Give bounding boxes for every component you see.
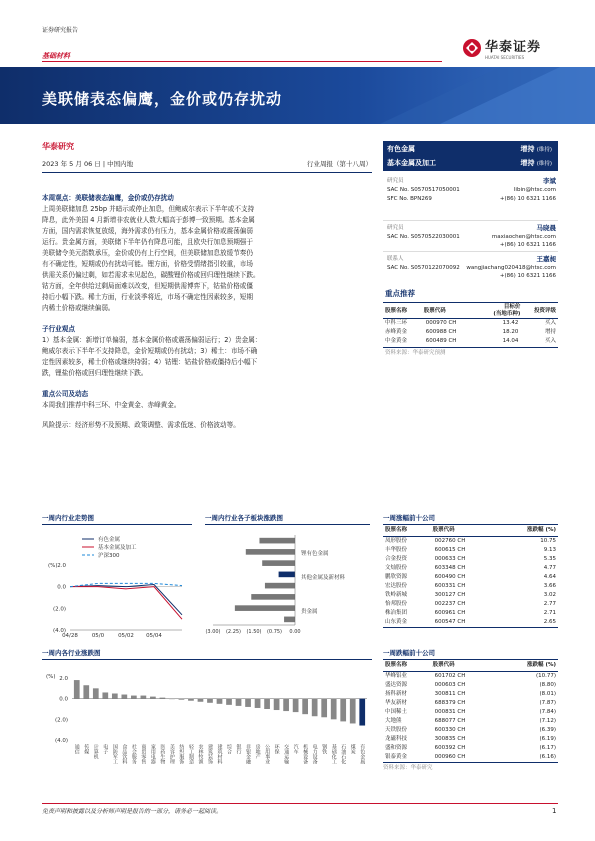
rating-note: (维持) [536,161,552,167]
table-cell: 600331 CH [434,583,466,589]
chart1-ytick: 0.0 [57,584,66,591]
page-number: 1 [552,807,557,815]
body-text [42,193,372,431]
chart1-unit: (%) [48,563,58,569]
losers-source: 资料来源：华泰研究 [383,765,433,771]
chart3-bar [93,688,99,698]
chart3-bar [302,699,308,715]
table-cell: 600330 CH [434,727,466,733]
losers-title: 一周跌幅前十公司 [383,649,435,657]
chart3-bar [121,695,127,699]
analyst-sac: SAC No. S0570522030001 [387,234,460,240]
chart3-bar [160,698,166,699]
chart3-ytick: 0.0 [59,696,68,703]
table-cell: 宏达股份 [385,583,408,589]
table-cell: 600547 CH [434,619,466,625]
chart3-category-label: 有色金属 [359,744,366,764]
analyst-sac: SAC No. S0570517050001 [387,187,460,193]
losers-header-cell: 涨跌幅 (%) [527,662,556,668]
text-line: 美联储令美元指数承压，金价或仍有上行空间，但美联储加息放缓节奏仍 [42,249,253,257]
risk-line: 风险提示：经济形势不及预期、政策调整、需求低迷、价格波动等。 [42,421,240,429]
chart1-ytick: (4.0) [52,628,66,634]
analyst-phone: +(86) 10 6321 1166 [499,196,556,202]
chart3-bar [312,699,318,717]
sub-heading: 子行业观点 [42,325,75,333]
table-cell: 买入 [544,320,556,326]
table-cell: (6.19) [539,736,556,742]
chart3-category-label: 食品饮料 [121,744,128,764]
gainers-section [383,513,558,628]
table-cell: (7.87) [539,700,556,706]
table-cell: 9.13 [543,547,556,553]
text-line: 运行。贵金属方面，美联储下半年仍有降息可能，且欧央行加息预期强于 [42,238,253,246]
table-cell: 688077 CH [434,718,466,724]
chart3-category-label: 医药生物 [159,744,166,764]
chart3-bar [340,699,346,722]
table-cell: 300127 CH [434,592,466,598]
table-cell: 2.65 [543,619,556,625]
chart1-legend-label: 基本金属及加工 [98,545,137,551]
chart2-title: 一周内行业各子板块涨跌图 [205,514,283,522]
chart2-bar [265,583,295,589]
gainers-header-row [383,525,558,537]
chart2-bar [284,617,295,623]
chart3-bar [102,692,108,698]
text-line: 方面，国内需求恢复放缓，海外需求仍有压力，基本金属价格或震荡偏弱 [42,227,253,235]
view-paragraph [42,204,372,314]
text-line: 1）基本金属：新增订单偏弱，基本金属价格或震荡偏弱运行；2）贵金属： [42,336,262,344]
chart3-bar [245,699,251,707]
gainers-row [383,555,558,564]
chart3-category-label: 银行 [235,744,242,754]
table-cell: 赤峰黄金 [385,329,408,335]
analyst-sac: SAC No. S0570122070092 [387,265,460,271]
chart2-annotation: 贵金属 [301,609,318,615]
text-line: 钴方面，全年供给过剩局面难以改变，但短期供需博弈下，钴盐价格或僵 [42,282,253,290]
table-cell: 600392 CH [434,745,466,751]
analyst-card [383,252,558,284]
chart1-ytick: 2.0 [57,563,66,569]
table-cell: 14.04 [502,338,519,344]
chart3-bar [274,699,280,710]
table-cell: 2.77 [543,601,556,607]
losers-row [383,735,558,744]
losers-header-row [383,660,558,672]
chart2-bar [246,549,295,555]
meta-line: 2023 年 5 月 06 日 | 中国内地 行业周报（第十八周） [42,160,372,168]
chart3-bar [198,699,204,702]
rating-sector: 有色金属 [387,145,415,153]
chart1-svg [42,525,192,640]
losers-row [383,726,558,735]
text-line: 降息，此外美国 4 月新增非农就业人数大幅高于彭博一致预期。基本金属 [42,216,255,224]
table-cell: 扬科新材 [385,691,408,697]
chart3-bar [359,699,365,726]
banner-decoration [380,67,595,124]
losers-row [383,708,558,717]
chart3-category-label: 国防军工 [111,744,118,764]
chart1-ytick: (2.0) [52,606,66,613]
chart3-category-label: 社会服务 [130,744,137,764]
table-cell: (7.84) [539,709,556,715]
table-cell: 000603 CH [434,682,466,688]
chart3-bar [226,699,232,705]
picks-section [383,288,558,357]
analyst-email[interactable]: maxiaochen@htsc.com [491,234,556,240]
chart2-annotation: 其他金属及新材料 [301,575,346,581]
chart1-xtick: 05/04 [146,633,162,639]
text-line: 跌，锂盐价格或回归理性继续下跌。 [42,369,148,377]
table-cell: 000970 CH [425,320,457,326]
analyst-name: 马晓晨 [536,224,556,232]
chart3-bar [112,694,118,699]
chart3-bar [188,699,194,701]
chart1-legend-label: 沪深300 [98,553,120,559]
picks-table [383,304,558,346]
chart3-bar [293,699,299,712]
chart3-category-label: 电子 [102,744,109,754]
table-cell: 怡邦股份 [385,601,408,607]
chart3-ytick: (2.0) [54,717,68,724]
picks-header-cell: 股票代码 [423,307,446,314]
text-line: 定性因素较多，稀土价格或继续持弱；4）钴锂：钴盐价格或僵持后小幅下 [42,358,258,366]
table-cell: 银泰黄金 [385,754,408,760]
table-cell: 5.35 [543,556,556,562]
analyst-email[interactable]: wangjiachang020418@htsc.com [466,265,556,271]
losers-row [383,699,558,708]
table-cell: 大地熊 [385,718,402,724]
companies-heading: 重点公司及动态 [42,390,89,398]
table-cell: 688379 CH [434,700,466,706]
losers-header-cell: 股票代码 [432,662,455,668]
table-cell: 鹏欣资源 [385,574,408,580]
gainers-title: 一周涨幅前十公司 [383,514,435,522]
chart3-bar [217,699,223,704]
table-cell: (8.80) [539,682,556,688]
chart3-bar [236,699,242,706]
chart3-category-label: 钢铁 [321,744,328,754]
picks-header-row [383,304,558,319]
footer-rule [42,803,558,804]
chart3-ytick: (4.0) [54,738,68,744]
table-cell: 凤形股份 [385,538,408,544]
chart1-xtick: 05/02 [118,633,134,639]
chart2-xtick: (1.50) [246,629,262,635]
chart3-bar [131,696,137,699]
gainers-header-cell: 股票代码 [432,527,455,533]
losers-section [383,648,558,772]
header-rule [42,61,442,62]
gainers-row [383,618,558,627]
analyst-name: 李斌 [543,177,556,185]
table-cell: 盛和资源 [385,745,408,751]
table-cell: 株冶集团 [385,610,408,616]
chart3-category-label: 房地产 [254,744,261,759]
table-cell: 000633 CH [434,556,466,562]
losers-row [383,672,558,682]
table-cell: 600615 CH [434,547,466,553]
table-cell: 天铁股份 [385,727,408,733]
chart-industry-trend [42,513,192,640]
picks-header-sub: (当地币种) [493,311,521,317]
table-cell: 华峰铝业 [385,673,408,679]
analyst-list [383,174,558,284]
chart3-category-label: 石油石化 [340,744,347,764]
chart2-xtick: (2.25) [225,629,242,635]
chart3-category-label: 农林牧渔 [197,744,204,764]
table-cell: 铁岭新城 [385,592,408,598]
analyst-role: 联系人 [387,256,404,262]
chart-all-industries [42,648,372,800]
gainers-row [383,573,558,582]
chart2-bar [279,572,295,578]
table-cell: 合金投资 [385,556,408,562]
chart3-bar [255,699,261,708]
table-cell: 盛达资源 [385,682,408,688]
chart1-legend-label: 有色金属 [98,537,121,543]
chart1-series-line [70,587,182,620]
chart2-bar [251,594,295,600]
gainers-row [383,609,558,618]
chart3-category-label: 建筑材料 [216,744,223,764]
rating-note: (维持) [536,147,552,153]
chart3-category-label: 交通运输 [283,744,290,764]
chart1-xtick: 05/0 [91,633,105,639]
losers-row [383,717,558,726]
table-cell: (6.16) [539,754,556,760]
chart-subsector [205,513,370,640]
chart3-category-label: 轻工制造 [187,744,194,764]
ratings-box [383,141,558,171]
table-cell: 买入 [544,338,556,344]
chart2-annotation: 锂有色金属 [301,551,329,557]
gainers-row [383,582,558,591]
picks-header-cell [478,304,520,319]
losers-header-cell: 股票名称 [385,662,408,668]
text-line: 上周美联储加息 25bp 并暗示或停止加息，但鲍威尔表示下半年或不支持 [42,205,255,213]
chart3-category-label: 建筑装饰 [206,744,213,764]
chart3-bar [74,680,80,699]
chart3-bar [179,699,185,700]
picks-header-top: 目标价 [503,304,521,310]
picks-row [383,319,558,329]
table-cell: 中科三环 [385,320,408,326]
chart2-xtick: (3.00) [205,629,221,635]
chart3-category-label: 机械设备 [302,744,309,764]
table-cell: 18.20 [502,329,519,335]
chart3-category-label: 纺织服饰 [178,744,185,764]
chart3-category-label: 基础化工 [330,744,337,764]
meta-rule [42,172,372,173]
report-title: 美联储表态偏鹰，金价或仍存扰动 [42,90,283,108]
table-cell: 002760 CH [434,538,466,544]
table-cell: 增持 [544,329,556,335]
report-date: 2023 年 5 月 06 日 [42,160,101,168]
chart3-category-label: 电力设备 [311,744,318,764]
gainers-row [383,591,558,600]
table-cell: 2.71 [543,610,556,616]
gainers-table [383,525,558,627]
picks-row [383,328,558,337]
table-cell: 300835 CH [434,736,466,742]
table-cell: 000831 CH [434,709,466,715]
picks-header-cell: 投资评级 [533,307,556,314]
chart3-bar [207,699,213,703]
text-line: 有不确定性，短期或仍有扰动可能。锂方面，价格受情绪指引较重，市场 [42,260,253,268]
table-cell: 600988 CH [425,329,457,335]
rating-value: 增持 [520,145,535,153]
losers-row [383,681,558,690]
table-cell: 3.66 [543,583,556,589]
losers-table [383,660,558,762]
table-cell: 10.75 [540,538,556,544]
chart2-xtick: 0.00 [289,629,301,635]
chart1-title: 一周内行业走势图 [42,514,94,522]
chart3-bar [321,699,327,718]
table-cell: 000960 CH [434,754,466,760]
table-cell: 中国稀土 [385,709,408,715]
rating-value: 增持 [520,159,535,167]
analyst-sfc: SFC No. BPN269 [387,196,432,202]
analyst-role: 研究员 [387,225,404,231]
losers-row [383,744,558,753]
org-name: 华泰研究 [42,142,74,151]
chart3-category-label: 通信 [73,744,80,754]
table-cell: 600489 CH [425,338,457,344]
chart2-bar [259,538,295,544]
table-cell: 华友新材 [385,700,408,706]
picks-title: 重点推荐 [385,289,415,298]
table-cell: (8.01) [539,691,556,697]
sub-paragraph [42,335,372,379]
chart3-category-label: 商贸零售 [140,744,147,764]
analyst-phone: +(86) 10 6321 1166 [499,273,556,279]
analyst-phone: +(86) 10 6321 1166 [499,242,556,248]
category-label: 基础材料 [42,52,70,60]
analyst-card [383,221,558,252]
chart3-category-label: 煤炭 [349,744,356,754]
analyst-email[interactable]: libin@htsc.com [513,187,556,193]
table-cell: 13.42 [502,320,519,326]
report-type: 行业周报（第十八周） [307,160,372,168]
chart3-bar [150,697,156,699]
chart3-category-label: 传媒 [83,744,90,754]
gainers-header-cell: 涨跌幅 (%) [527,527,556,533]
table-cell: (6.39) [539,727,556,733]
chart3-category-label: 综合 [226,744,233,754]
table-cell: 3.02 [543,592,556,598]
chart3-category-label: 公用事业 [264,744,271,764]
chart2-svg [205,525,370,640]
text-line: 鲍威尔表示下半年不支持降息，金价短期或仍有扰动；3）稀土：市场不确 [42,347,258,355]
picks-row [383,337,558,346]
rating-sector: 基本金属及加工 [387,159,436,167]
chart3-category-label: 汽车 [292,744,299,754]
chart3-title: 一周内各行业涨跌图 [42,649,101,657]
text-line: 持后小幅下跌。稀土方面，行业淡季将近，市场不确定性因素较多，短期 [42,293,253,301]
logo [462,36,541,60]
chart3-category-label: 非银金融 [245,744,252,764]
losers-row [383,753,558,762]
chart3-bar [350,699,356,724]
gainers-row [383,546,558,555]
table-cell: 603348 CH [434,565,466,571]
report-region: 中国内地 [107,160,134,168]
chart2-xtick: (0.75) [266,629,283,635]
table-cell: 600490 CH [434,574,466,580]
title-banner [0,67,595,124]
table-cell: 4.64 [543,574,556,580]
companies-line: 本周我们推荐中科三环、中金黄金、赤峰黄金。 [42,401,181,409]
rating-row [383,141,558,154]
table-cell: 002237 CH [434,601,466,607]
chart3-bar [331,699,337,720]
text-line: 供需关系仍偏过剩，如若需求未见起色，碳酸锂价格或回归理性继续下跌。 [42,271,260,279]
chart3-ytick: 2.0 [59,676,68,682]
losers-row [383,690,558,699]
chart3-bar [83,685,89,698]
chart3-category-label: 美容护理 [168,744,175,764]
chart1-xtick: 04/28 [62,633,78,639]
series-label: 证券研究报告 [42,27,79,34]
table-cell: (10.77) [535,673,556,679]
chart3-category-label: 计算机 [92,744,99,759]
table-cell: 山东黄金 [385,619,408,625]
table-cell: 4.77 [543,565,556,571]
chart3-bar [141,696,147,699]
analyst-card [383,174,558,221]
view-heading: 本周观点：美联储表态偏鹰，金价或仍存扰动 [42,194,174,202]
table-cell: 丰华股份 [385,547,408,553]
rating-row [383,154,558,168]
table-cell: 龙磁科技 [385,736,408,742]
table-cell: (6.17) [539,745,556,751]
chart3-bar [264,699,270,709]
chart2-bar [262,560,295,566]
chart3-bar [169,699,175,700]
gainers-header-cell: 股票名称 [385,527,408,533]
logo-icon [462,38,482,58]
text-line: 内稀土价格或继续偏弱。 [42,304,115,312]
table-cell: 中金黄金 [385,338,408,344]
chart2-bar [235,605,295,611]
analyst-name: 王嘉昶 [536,255,556,263]
footer-disclaimer: 免责声明和披露以及分析师声明是报告的一部分，请务必一起阅读。 [42,808,223,815]
logo-text-en: HUATAI SECURITIES [485,55,525,60]
picks-header-cell: 股票名称 [385,307,408,314]
table-cell: 300811 CH [434,691,466,697]
chart3-category-label: 环保 [273,744,280,754]
table-cell: 文灿股份 [385,565,408,571]
chart3-bar [283,699,289,711]
table-cell: 600961 CH [434,610,466,616]
picks-source: 资料来源：华泰研究预测 [385,350,446,356]
gainers-row [383,564,558,573]
table-cell: 601702 CH [434,673,466,679]
table-cell: (7.12) [539,718,556,724]
logo-text-cn: 华泰证券 [485,40,542,55]
chart3-category-label: 家用电器 [149,744,156,764]
chart3-svg [42,660,372,800]
gainers-row [383,537,558,547]
gainers-row [383,600,558,609]
chart3-unit: (%) [46,674,56,680]
analyst-role: 研究员 [387,178,404,184]
